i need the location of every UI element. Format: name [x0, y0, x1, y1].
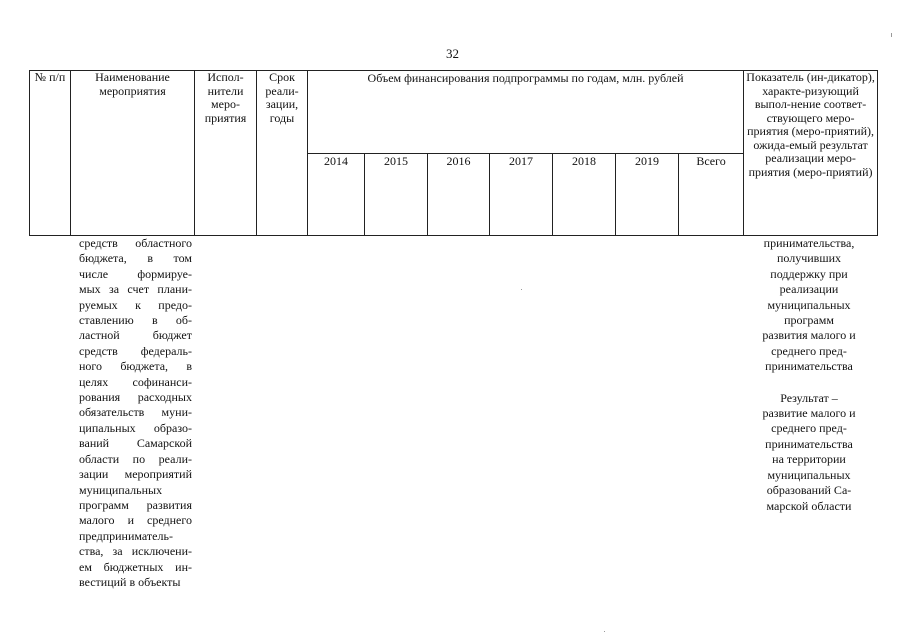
header-executors: Испол-нители меро-приятия — [195, 71, 257, 236]
indicator-description — [747, 236, 871, 514]
text-line: бюджета, в том — [79, 251, 192, 266]
text-line: зации мероприятий — [79, 467, 192, 482]
scan-speck — [604, 631, 605, 632]
text-line: принимательства, — [763, 236, 855, 250]
header-indicator: Показатель (ин-дикатор), характе-ризующий выпол-нение соответ-ствующего меро-приятия (меро-приятий), ожида-емый результат реализации меро-приятия (меро-приятий) — [744, 71, 878, 236]
header-year-2015: 2015 — [365, 153, 428, 236]
text-line: ластной бюджет — [79, 328, 192, 343]
header-year-2018: 2018 — [553, 153, 616, 236]
scan-speck — [891, 33, 892, 37]
measure-description — [79, 236, 192, 590]
text-line: мых за счет плани- — [79, 282, 192, 297]
text-line: Результат – — [780, 390, 838, 405]
header-total: Всего — [679, 153, 744, 236]
paragraph-gap — [747, 375, 871, 391]
header-year-2017: 2017 — [490, 153, 553, 236]
text-line: марской области — [766, 498, 852, 513]
text-line: области по реали- — [79, 451, 192, 466]
text-line: среднего пред- — [771, 421, 847, 436]
header-name: Наименование мероприятия — [71, 71, 195, 236]
text-line: вестиций в объекты — [79, 574, 181, 589]
header-year-2019: 2019 — [616, 153, 679, 236]
header-term: Срок реали-зации, годы — [257, 71, 308, 236]
text-line: ваний Самарской — [79, 436, 192, 451]
text-line: ного бюджета, в — [79, 359, 192, 374]
text-line: среднего пред- — [771, 343, 847, 358]
header-year-2014: 2014 — [308, 153, 365, 236]
text-line: программ — [784, 313, 834, 328]
text-line: средств областного — [79, 236, 192, 250]
text-line: рования расходных — [79, 390, 192, 405]
text-line: муниципальных — [767, 467, 851, 482]
text-line: реализации — [779, 282, 839, 297]
text-line: принимательства — [765, 436, 853, 451]
text-line: целях софинанси- — [79, 374, 192, 389]
text-line: на территории — [772, 452, 846, 467]
text-line: развития малого и — [762, 328, 856, 343]
text-line: предприниматель- — [79, 528, 173, 543]
text-line: поддержку при — [770, 266, 848, 281]
scan-speck — [521, 289, 522, 290]
text-line: ем бюджетных ин- — [79, 559, 192, 574]
text-line: малого и среднего — [79, 513, 192, 528]
text-line: ства, за исключени- — [79, 544, 192, 559]
text-line: муниципальных — [767, 297, 851, 312]
text-line: ципальных образо- — [79, 420, 192, 435]
text-line: образований Са- — [766, 483, 852, 498]
text-line: руемых к предо- — [79, 297, 192, 312]
text-line: числе формируе- — [79, 266, 192, 281]
text-line: муниципальных — [79, 482, 163, 497]
text-line: средств федераль- — [79, 343, 192, 358]
text-line: развитие малого и — [762, 406, 856, 421]
text-line: программ развития — [79, 497, 192, 512]
header-num: № п/п — [30, 71, 71, 236]
page-number: 32 — [446, 46, 459, 61]
text-line: обязательств муни- — [79, 405, 192, 420]
result-text — [747, 391, 871, 514]
text-line: получивших — [776, 251, 842, 266]
indicator-text — [747, 236, 871, 375]
header-table — [29, 70, 878, 236]
text-line: принимательства — [765, 359, 853, 374]
text-line: ставлению в об- — [79, 313, 192, 328]
header-funding: Объем финансирования подпрограммы по годам, млн. рублей — [308, 71, 744, 154]
header-year-2016: 2016 — [428, 153, 490, 236]
